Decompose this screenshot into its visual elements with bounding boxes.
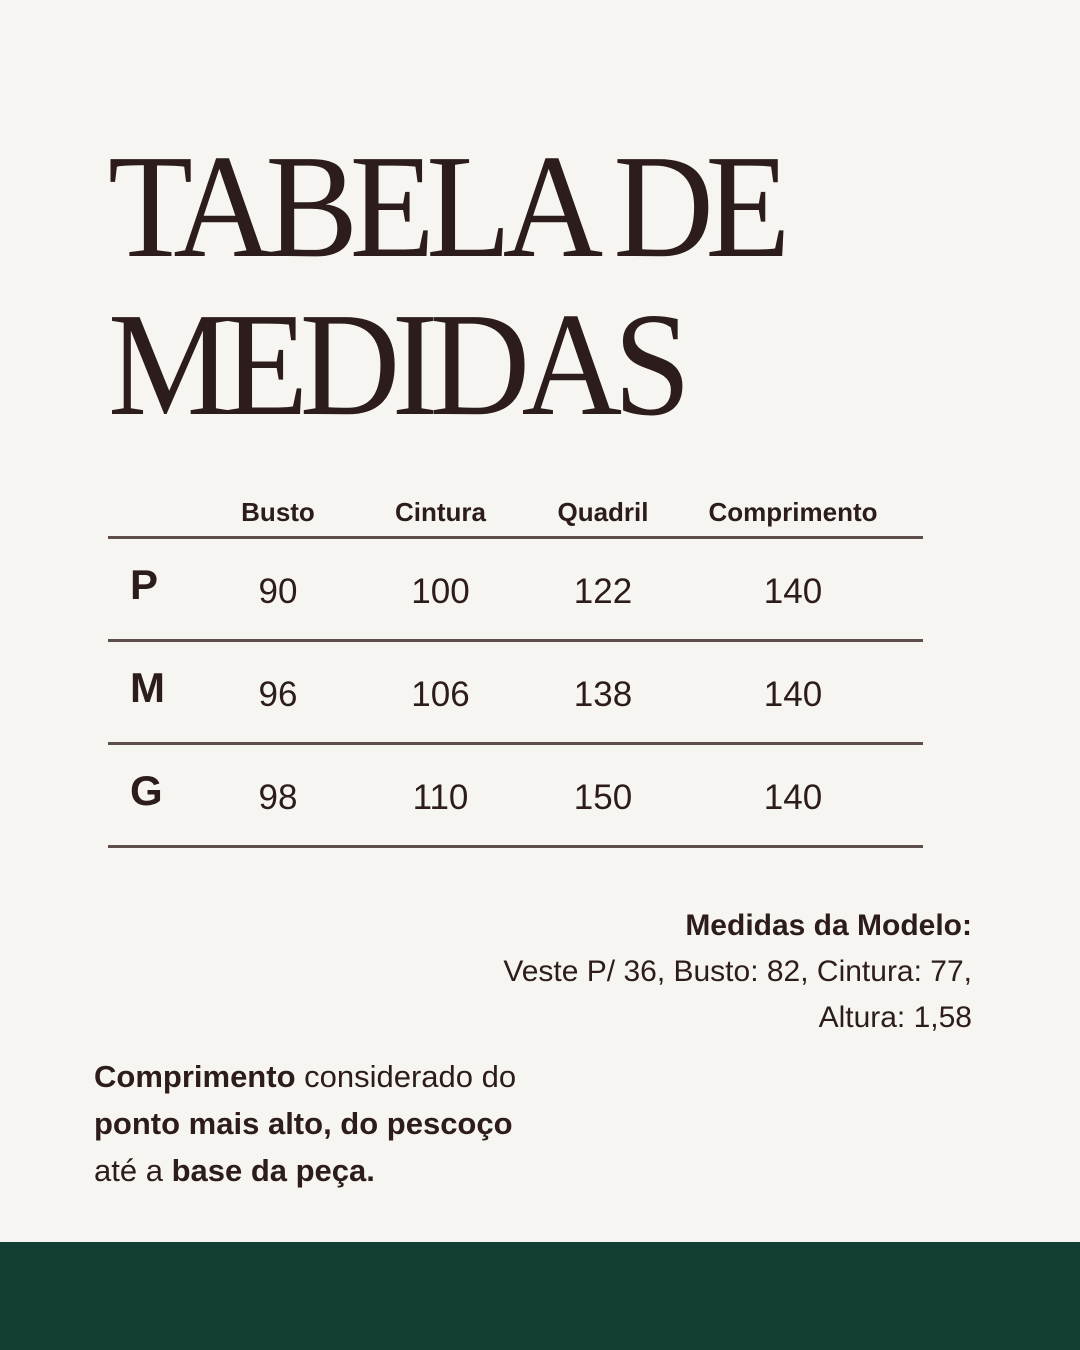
table-row: [108, 641, 923, 744]
model-measurements-title: Medidas da Modelo:: [685, 909, 972, 942]
table-header-row: [108, 490, 923, 538]
table-row: [108, 538, 923, 641]
quadril-value: 150: [543, 744, 663, 847]
comprimento-value: 140: [663, 744, 923, 847]
length-note-emphasis: ponto mais alto, do pescoço: [94, 1106, 513, 1141]
header-comprimento: Comprimento: [663, 490, 923, 538]
cintura-value: 110: [338, 744, 543, 847]
cintura-value: 106: [338, 641, 543, 744]
length-note-line-3: [94, 1147, 516, 1194]
size-label: P: [108, 538, 218, 641]
length-note-line-1: [94, 1053, 516, 1100]
quadril-value: 138: [543, 641, 663, 744]
header-size: [108, 490, 218, 538]
table-row: [108, 744, 923, 847]
busto-value: 90: [218, 538, 338, 641]
comprimento-value: 140: [663, 538, 923, 641]
size-label: G: [108, 744, 218, 847]
header-cintura: Cintura: [338, 490, 543, 538]
comprimento-value: 140: [663, 641, 923, 744]
busto-value: 96: [218, 641, 338, 744]
busto-value: 98: [218, 744, 338, 847]
cintura-value: 100: [338, 538, 543, 641]
footer-band: [0, 1242, 1080, 1350]
length-note-text: até a: [94, 1153, 172, 1188]
model-measurements-line-2: Altura: 1,58: [818, 1001, 972, 1034]
quadril-value: 122: [543, 538, 663, 641]
page-title: [108, 125, 782, 447]
length-note: [94, 1053, 516, 1194]
model-measurements-line-1: Veste P/ 36, Busto: 82, Cintura: 77,: [503, 955, 972, 988]
length-note-emphasis: Comprimento: [94, 1059, 296, 1094]
length-note-emphasis: base da peça.: [171, 1153, 375, 1188]
length-note-line-2: [94, 1100, 516, 1147]
page-title-line-1: TABELA DE: [108, 125, 782, 289]
model-measurements: [503, 903, 972, 1041]
header-quadril: Quadril: [543, 490, 663, 538]
page-title-line-2: MEDIDAS: [108, 283, 683, 447]
size-label: M: [108, 641, 218, 744]
size-table: [108, 490, 923, 848]
header-busto: Busto: [218, 490, 338, 538]
length-note-text: considerado do: [295, 1059, 517, 1094]
